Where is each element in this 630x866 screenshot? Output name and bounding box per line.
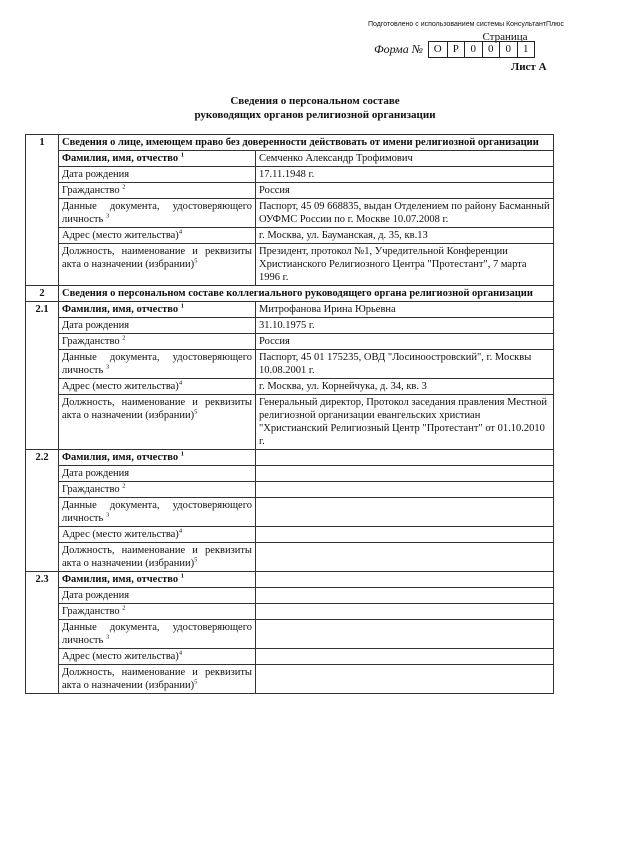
table-row bbox=[26, 649, 554, 665]
field-label: Адрес (место жительства)$^4$ bbox=[59, 649, 256, 665]
table-row bbox=[26, 450, 554, 466]
field-label: Данные документа, удостоверяющего личность $^3$ bbox=[59, 498, 256, 527]
field-label: Должность, наименование и реквизиты акта о назначении (избрании)$^5$ bbox=[59, 244, 256, 286]
personnel-table bbox=[25, 134, 554, 694]
citizenship-value bbox=[256, 604, 554, 620]
table-row bbox=[26, 151, 554, 167]
fio-value: Митрофанова Ирина Юрьевна bbox=[256, 302, 554, 318]
page-label: Страница bbox=[482, 31, 528, 43]
section-2-header bbox=[26, 286, 554, 302]
position-value: Президент, протокол №1, Учредительной Конференции Христианского Религиозного Центра "Протестант", 7 марта 1996 г. bbox=[256, 244, 554, 286]
birth-value bbox=[256, 588, 554, 604]
table-row bbox=[26, 334, 554, 350]
table-row bbox=[26, 183, 554, 199]
section-number: 1 bbox=[26, 135, 59, 286]
table-row bbox=[26, 527, 554, 543]
form-code-char: 0 bbox=[464, 42, 482, 57]
fio-value: Семченко Александр Трофимович bbox=[256, 151, 554, 167]
table-row bbox=[26, 498, 554, 527]
section-heading: Сведения о лице, имеющем право без доверенности действовать от имени религиозной организации bbox=[59, 135, 554, 151]
address-value: г. Москва, ул. Бауманская, д. 35, кв.13 bbox=[256, 228, 554, 244]
fio-value bbox=[256, 450, 554, 466]
section-number: 2 bbox=[26, 286, 59, 302]
position-value bbox=[256, 543, 554, 572]
form-number-row bbox=[0, 41, 630, 57]
field-label: Дата рождения bbox=[59, 318, 256, 334]
document-title-line2: руководящих органов религиозной организации bbox=[194, 109, 436, 121]
table-row bbox=[26, 482, 554, 498]
field-label: Должность, наименование и реквизиты акта о назначении (избрании)$^5$ bbox=[59, 395, 256, 450]
birth-value: 17.11.1948 г. bbox=[256, 167, 554, 183]
field-label: Фамилия, имя, отчество $^1$ bbox=[59, 151, 256, 167]
table-row bbox=[26, 228, 554, 244]
field-label: Гражданство $^2$ bbox=[59, 334, 256, 350]
document-value: Паспорт, 45 01 175235, ОВД "Лосиноостровский", г. Москвы 10.08.2001 г. bbox=[256, 350, 554, 379]
address-value bbox=[256, 527, 554, 543]
field-label: Дата рождения bbox=[59, 588, 256, 604]
document-value bbox=[256, 498, 554, 527]
document-value: Паспорт, 45 09 668835, выдан Отделением по району Басманный ОУФМС России по г. Москве 10.07.2008 г. bbox=[256, 199, 554, 228]
subsection-number: 2.1 bbox=[26, 302, 59, 450]
form-code-char: 1 bbox=[517, 42, 535, 57]
citizenship-value: Россия bbox=[256, 183, 554, 199]
document-value bbox=[256, 620, 554, 649]
table-row bbox=[26, 302, 554, 318]
prepared-note: Подготовлено с использованием системы КонсультантПлюс bbox=[368, 21, 564, 28]
document-title-line1: Сведения о персональном составе bbox=[230, 95, 400, 107]
field-label: Дата рождения bbox=[59, 167, 256, 183]
citizenship-value bbox=[256, 482, 554, 498]
table-row bbox=[26, 350, 554, 379]
field-label: Данные документа, удостоверяющего личность $^3$ bbox=[59, 350, 256, 379]
citizenship-value: Россия bbox=[256, 334, 554, 350]
fio-value bbox=[256, 572, 554, 588]
address-value bbox=[256, 649, 554, 665]
table-row bbox=[26, 466, 554, 482]
field-label: Должность, наименование и реквизиты акта о назначении (избрании)$^5$ bbox=[59, 543, 256, 572]
table-row bbox=[26, 620, 554, 649]
table-row bbox=[26, 588, 554, 604]
position-value bbox=[256, 665, 554, 694]
sheet-label: Лист А bbox=[511, 61, 547, 73]
field-label: Фамилия, имя, отчество $^1$ bbox=[59, 302, 256, 318]
subsection-number: 2.3 bbox=[26, 572, 59, 694]
position-value: Генеральный директор, Протокол заседания правления Местной религиозной организации евангельских христиан "Христианский Религиозный Центр "Протестант" от 01.10.2010 г. bbox=[256, 395, 554, 450]
form-code-char: О bbox=[433, 43, 442, 55]
field-label: Фамилия, имя, отчество $^1$ bbox=[59, 572, 256, 588]
field-label: Данные документа, удостоверяющего личность $^3$ bbox=[59, 199, 256, 228]
table-row bbox=[26, 543, 554, 572]
form-code-char: 0 bbox=[499, 42, 517, 57]
table-row bbox=[26, 318, 554, 334]
form-code-char: Р bbox=[447, 42, 465, 57]
table-row bbox=[26, 199, 554, 228]
field-label: Адрес (место жительства)$^4$ bbox=[59, 379, 256, 395]
table-row bbox=[26, 167, 554, 183]
table-row bbox=[26, 604, 554, 620]
field-label: Адрес (место жительства)$^4$ bbox=[59, 527, 256, 543]
field-label: Гражданство $^2$ bbox=[59, 183, 256, 199]
table-row bbox=[26, 379, 554, 395]
field-label: Адрес (место жительства)$^4$ bbox=[59, 228, 256, 244]
forma-label: Форма № bbox=[374, 42, 424, 56]
field-label: Фамилия, имя, отчество $^1$ bbox=[59, 450, 256, 466]
section-1-header bbox=[26, 135, 554, 151]
address-value: г. Москва, ул. Корнейчука, д. 34, кв. 3 bbox=[256, 379, 554, 395]
table-row bbox=[26, 395, 554, 450]
field-label: Гражданство $^2$ bbox=[59, 604, 256, 620]
form-code-boxes bbox=[428, 41, 535, 58]
table-row bbox=[26, 244, 554, 286]
field-label: Данные документа, удостоверяющего личность $^3$ bbox=[59, 620, 256, 649]
table-row bbox=[26, 572, 554, 588]
table-row bbox=[26, 665, 554, 694]
subsection-number: 2.2 bbox=[26, 450, 59, 572]
field-label: Должность, наименование и реквизиты акта о назначении (избрании)$^5$ bbox=[59, 665, 256, 694]
form-code-char: 0 bbox=[482, 42, 500, 57]
birth-value bbox=[256, 466, 554, 482]
field-label: Гражданство $^2$ bbox=[59, 482, 256, 498]
field-label: Дата рождения bbox=[59, 466, 256, 482]
birth-value: 31.10.1975 г. bbox=[256, 318, 554, 334]
section-heading: Сведения о персональном составе коллегиального руководящего органа религиозной организации bbox=[59, 286, 554, 302]
